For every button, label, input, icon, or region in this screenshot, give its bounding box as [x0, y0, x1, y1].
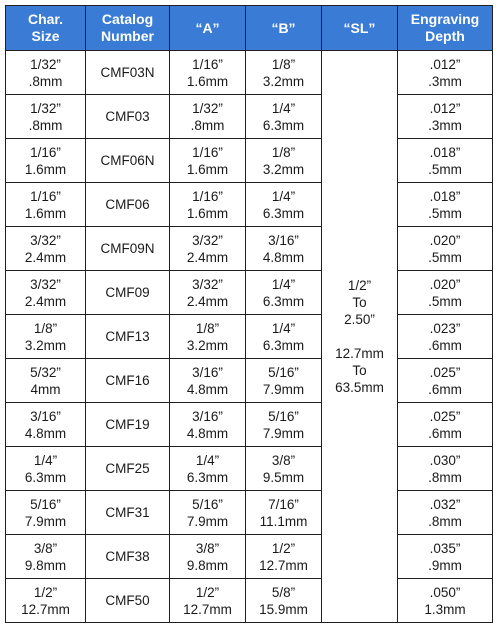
- a-dimension-cell: [170, 447, 246, 491]
- char-size-cell: [6, 491, 86, 535]
- b-dimension-cell: [246, 447, 322, 491]
- char-size-cell-line: 1.6mm: [24, 205, 67, 221]
- char-size-cell-line: 3.2mm: [24, 337, 67, 353]
- catalog-number-cell: CMF50: [86, 579, 170, 623]
- b-dimension-cell: [246, 95, 322, 139]
- a-dimension-cell-line: 1/16”: [192, 188, 223, 204]
- engraving-depth-cell: [398, 535, 493, 579]
- b-dimension-cell-line: 7/16”: [268, 496, 299, 512]
- engraving-depth-cell-line: .020”: [429, 232, 461, 248]
- b-dimension-cell-line: 5/16”: [268, 364, 299, 380]
- table-row: [6, 491, 493, 535]
- a-dimension-cell-line: .8mm: [190, 117, 225, 133]
- a-dimension-cell-line: 1.6mm: [186, 73, 229, 89]
- a-dimension-cell-line: 1.6mm: [186, 205, 229, 221]
- sl-metric-line: 63.5mm: [335, 380, 384, 395]
- char-size-cell: [6, 227, 86, 271]
- header-engraving-depth-line: Engraving: [410, 11, 480, 27]
- a-dimension-cell-line: 1/16”: [192, 144, 223, 160]
- table-row: [6, 579, 493, 623]
- header-catalog-number: [86, 6, 170, 51]
- char-size-cell-line: 5/16”: [30, 496, 61, 512]
- sl-imperial-line: 2.50”: [344, 312, 375, 327]
- engraving-depth-cell-line: .018”: [429, 144, 461, 160]
- b-dimension-cell-line: 1/2”: [271, 540, 296, 556]
- header-char-size-line: Char.: [27, 11, 63, 27]
- b-dimension-cell-line: 4.8mm: [262, 249, 305, 265]
- engraving-depth-cell: [398, 183, 493, 227]
- a-dimension-cell: [170, 315, 246, 359]
- b-dimension-cell-line: 6.3mm: [262, 205, 305, 221]
- header-engraving-depth: [398, 6, 493, 51]
- char-size-cell: [6, 447, 86, 491]
- b-dimension-cell-line: 1/8”: [271, 144, 296, 160]
- spec-table-container: [5, 5, 493, 623]
- b-dimension-cell: [246, 535, 322, 579]
- a-dimension-cell-line: 2.4mm: [186, 249, 229, 265]
- a-dimension-cell-line: 5/16”: [192, 496, 223, 512]
- table-row: [6, 359, 493, 403]
- engraving-depth-cell-line: .3mm: [428, 117, 462, 133]
- b-dimension-cell: [246, 491, 322, 535]
- header-engraving-depth-line: Depth: [425, 28, 465, 44]
- a-dimension-cell: [170, 51, 246, 95]
- char-size-cell-line: 9.8mm: [24, 557, 67, 573]
- sl-metric-line: To: [352, 363, 367, 378]
- engraving-depth-cell: [398, 95, 493, 139]
- b-dimension-cell-line: 1/4”: [271, 276, 296, 292]
- engraving-depth-cell-line: .5mm: [428, 293, 462, 309]
- header-sl: [322, 6, 398, 51]
- a-dimension-cell-line: 3.2mm: [186, 337, 229, 353]
- catalog-number-cell: CMF31: [86, 491, 170, 535]
- a-dimension-cell-line: 6.3mm: [186, 469, 229, 485]
- a-dimension-cell-line: 3/32”: [192, 232, 223, 248]
- char-size-cell-line: .8mm: [28, 73, 63, 89]
- sl-spacer: [324, 328, 395, 345]
- b-dimension-cell: [246, 183, 322, 227]
- engraving-depth-cell-line: .020”: [429, 276, 461, 292]
- b-dimension-cell-line: 6.3mm: [262, 337, 305, 353]
- table-row: [6, 447, 493, 491]
- b-dimension-cell: [246, 403, 322, 447]
- sl-imperial-line: 1/2”: [347, 278, 372, 293]
- a-dimension-cell: [170, 183, 246, 227]
- char-size-cell: [6, 95, 86, 139]
- char-size-cell-line: 1.6mm: [24, 161, 67, 177]
- b-dimension-cell: [246, 579, 322, 623]
- catalog-number-cell: CMF38: [86, 535, 170, 579]
- engraving-depth-cell-line: .018”: [429, 188, 461, 204]
- a-dimension-cell: [170, 139, 246, 183]
- engraving-depth-cell-line: .025”: [429, 364, 461, 380]
- engraving-depth-cell: [398, 51, 493, 95]
- a-dimension-cell-line: 1/2”: [195, 584, 220, 600]
- header-row: [6, 6, 493, 51]
- engraving-depth-cell-line: .3mm: [428, 73, 462, 89]
- engraving-depth-cell-line: 1.3mm: [424, 601, 466, 617]
- engraving-depth-cell-line: .5mm: [428, 249, 462, 265]
- char-size-cell: [6, 139, 86, 183]
- b-dimension-cell-line: 5/16”: [268, 408, 299, 424]
- catalog-number-cell: CMF13: [86, 315, 170, 359]
- char-size-cell: [6, 359, 86, 403]
- b-dimension-cell: [246, 315, 322, 359]
- b-dimension-cell-line: 9.5mm: [262, 469, 305, 485]
- engraving-depth-cell-line: .6mm: [428, 337, 462, 353]
- engraving-depth-cell: [398, 315, 493, 359]
- engraving-depth-cell-line: .035”: [429, 540, 461, 556]
- engraving-depth-cell-line: .012”: [429, 56, 461, 72]
- a-dimension-cell-line: 4.8mm: [186, 381, 229, 397]
- b-dimension-cell-line: 3/8”: [271, 452, 296, 468]
- engraving-depth-cell-line: .8mm: [428, 469, 462, 485]
- table-body: [6, 51, 493, 623]
- catalog-number-cell: CMF25: [86, 447, 170, 491]
- catalog-number-cell: CMF06N: [86, 139, 170, 183]
- engraving-depth-cell-line: .6mm: [428, 381, 462, 397]
- engraving-depth-cell: [398, 491, 493, 535]
- engraving-depth-cell-line: .6mm: [428, 425, 462, 441]
- catalog-number-cell: CMF16: [86, 359, 170, 403]
- header-catalog-number-line: Catalog: [101, 11, 154, 27]
- char-size-cell-line: 2.4mm: [24, 293, 67, 309]
- a-dimension-cell-line: 3/8”: [195, 540, 220, 556]
- engraving-depth-cell: [398, 139, 493, 183]
- table-row: [6, 535, 493, 579]
- engraving-depth-cell: [398, 403, 493, 447]
- sl-metric-line: 12.7mm: [335, 346, 384, 361]
- char-size-cell-line: 1/32”: [30, 100, 61, 116]
- a-dimension-cell: [170, 579, 246, 623]
- catalog-number-cell: CMF03: [86, 95, 170, 139]
- a-dimension-cell: [170, 491, 246, 535]
- table-row: [6, 271, 493, 315]
- b-dimension-cell-line: 15.9mm: [259, 601, 308, 617]
- a-dimension-cell: [170, 227, 246, 271]
- char-size-cell-line: 5/32”: [30, 364, 61, 380]
- b-dimension-cell-line: 3/16”: [268, 232, 299, 248]
- a-dimension-cell-line: 4.8mm: [186, 425, 229, 441]
- b-dimension-cell-line: 6.3mm: [262, 293, 305, 309]
- engraving-depth-cell: [398, 227, 493, 271]
- a-dimension-cell-line: 1/16”: [192, 56, 223, 72]
- a-dimension-cell-line: 7.9mm: [186, 513, 229, 529]
- char-size-cell-line: 12.7mm: [21, 601, 70, 617]
- a-dimension-cell: [170, 359, 246, 403]
- catalog-number-cell: CMF09N: [86, 227, 170, 271]
- b-dimension-cell-line: 3.2mm: [262, 161, 305, 177]
- catalog-number-cell: CMF09: [86, 271, 170, 315]
- table-row: [6, 51, 493, 95]
- char-size-cell: [6, 579, 86, 623]
- catalog-number-cell: CMF03N: [86, 51, 170, 95]
- char-size-cell-line: 1/16”: [30, 144, 61, 160]
- b-dimension-cell-line: 1/4”: [271, 320, 296, 336]
- char-size-cell-line: 3/32”: [30, 276, 61, 292]
- char-size-cell: [6, 315, 86, 359]
- engraving-depth-cell-line: .012”: [429, 100, 461, 116]
- b-dimension-cell: [246, 139, 322, 183]
- header-sl-line: “SL”: [343, 19, 376, 36]
- char-size-cell-line: 6.3mm: [24, 469, 67, 485]
- a-dimension-cell: [170, 95, 246, 139]
- a-dimension-cell-line: 2.4mm: [186, 293, 229, 309]
- header-char-size: [6, 6, 86, 51]
- a-dimension-cell-line: 9.8mm: [186, 557, 229, 573]
- engraving-depth-cell-line: .5mm: [428, 205, 462, 221]
- char-size-cell-line: 1/8”: [33, 320, 58, 336]
- table-row: [6, 139, 493, 183]
- catalog-number-cell: CMF06: [86, 183, 170, 227]
- b-dimension-cell: [246, 359, 322, 403]
- a-dimension-cell-line: 3/16”: [192, 408, 223, 424]
- b-dimension-cell-line: 7.9mm: [262, 425, 305, 441]
- catalog-number-cell: CMF19: [86, 403, 170, 447]
- char-size-cell-line: .8mm: [28, 117, 63, 133]
- b-dimension-cell-line: 1/8”: [271, 56, 296, 72]
- b-dimension-cell-line: 11.1mm: [259, 513, 308, 529]
- char-size-cell: [6, 535, 86, 579]
- char-size-cell-line: 1/32”: [30, 56, 61, 72]
- header-a: [170, 6, 246, 51]
- header-b: [246, 6, 322, 51]
- engraving-depth-cell: [398, 579, 493, 623]
- engraving-depth-cell-line: .5mm: [428, 161, 462, 177]
- engraving-depth-cell-line: .030”: [429, 452, 461, 468]
- a-dimension-cell: [170, 535, 246, 579]
- char-size-cell-line: 7.9mm: [24, 513, 67, 529]
- a-dimension-cell-line: 3/16”: [192, 364, 223, 380]
- b-dimension-cell-line: 12.7mm: [259, 557, 308, 573]
- a-dimension-cell-line: 1.6mm: [186, 161, 229, 177]
- engraving-depth-cell: [398, 359, 493, 403]
- b-dimension-cell: [246, 271, 322, 315]
- engraving-depth-cell: [398, 271, 493, 315]
- table-row: [6, 315, 493, 359]
- b-dimension-cell-line: 5/8”: [271, 584, 296, 600]
- b-dimension-cell-line: 6.3mm: [262, 117, 305, 133]
- header-catalog-number-line: Number: [101, 28, 154, 44]
- b-dimension-cell-line: 1/4”: [271, 188, 296, 204]
- table-row: [6, 403, 493, 447]
- engraving-depth-cell-line: .9mm: [428, 557, 462, 573]
- char-size-cell-line: 1/4”: [33, 452, 58, 468]
- table-row: [6, 183, 493, 227]
- table-row: [6, 95, 493, 139]
- sl-range-cell: [322, 51, 398, 623]
- table-row: [6, 227, 493, 271]
- b-dimension-cell-line: 7.9mm: [262, 381, 305, 397]
- a-dimension-cell: [170, 271, 246, 315]
- engraving-depth-cell-line: .8mm: [428, 513, 462, 529]
- char-size-cell-line: 3/32”: [30, 232, 61, 248]
- header-a-line: “A”: [195, 19, 220, 36]
- engraving-depth-cell: [398, 447, 493, 491]
- a-dimension-cell-line: 12.7mm: [183, 601, 232, 617]
- engraving-depth-cell-line: .025”: [429, 408, 461, 424]
- char-size-cell: [6, 271, 86, 315]
- header-char-size-line: Size: [31, 28, 60, 44]
- a-dimension-cell: [170, 403, 246, 447]
- char-size-cell-line: 1/16”: [30, 188, 61, 204]
- b-dimension-cell: [246, 227, 322, 271]
- a-dimension-cell-line: 1/4”: [195, 452, 220, 468]
- engraving-depth-cell-line: .032”: [429, 496, 461, 512]
- engraving-depth-cell-line: .023”: [429, 320, 461, 336]
- table-header: [6, 6, 493, 51]
- b-dimension-cell: [246, 51, 322, 95]
- b-dimension-cell-line: 1/4”: [271, 100, 296, 116]
- char-size-cell-line: 1/2”: [33, 584, 58, 600]
- char-size-cell: [6, 51, 86, 95]
- a-dimension-cell-line: 1/32”: [192, 100, 223, 116]
- char-size-cell-line: 4.8mm: [24, 425, 67, 441]
- char-size-cell-line: 2.4mm: [24, 249, 67, 265]
- engraving-depth-cell-line: .050”: [429, 584, 461, 600]
- a-dimension-cell-line: 1/8”: [195, 320, 220, 336]
- char-size-cell-line: 3/16”: [30, 408, 61, 424]
- spec-table: [5, 5, 493, 623]
- char-size-cell-line: 4mm: [30, 381, 61, 397]
- b-dimension-cell-line: 3.2mm: [262, 73, 305, 89]
- char-size-cell-line: 3/8”: [33, 540, 58, 556]
- a-dimension-cell-line: 3/32”: [192, 276, 223, 292]
- char-size-cell: [6, 403, 86, 447]
- header-b-line: “B”: [271, 19, 296, 36]
- sl-imperial-line: To: [352, 295, 367, 310]
- char-size-cell: [6, 183, 86, 227]
